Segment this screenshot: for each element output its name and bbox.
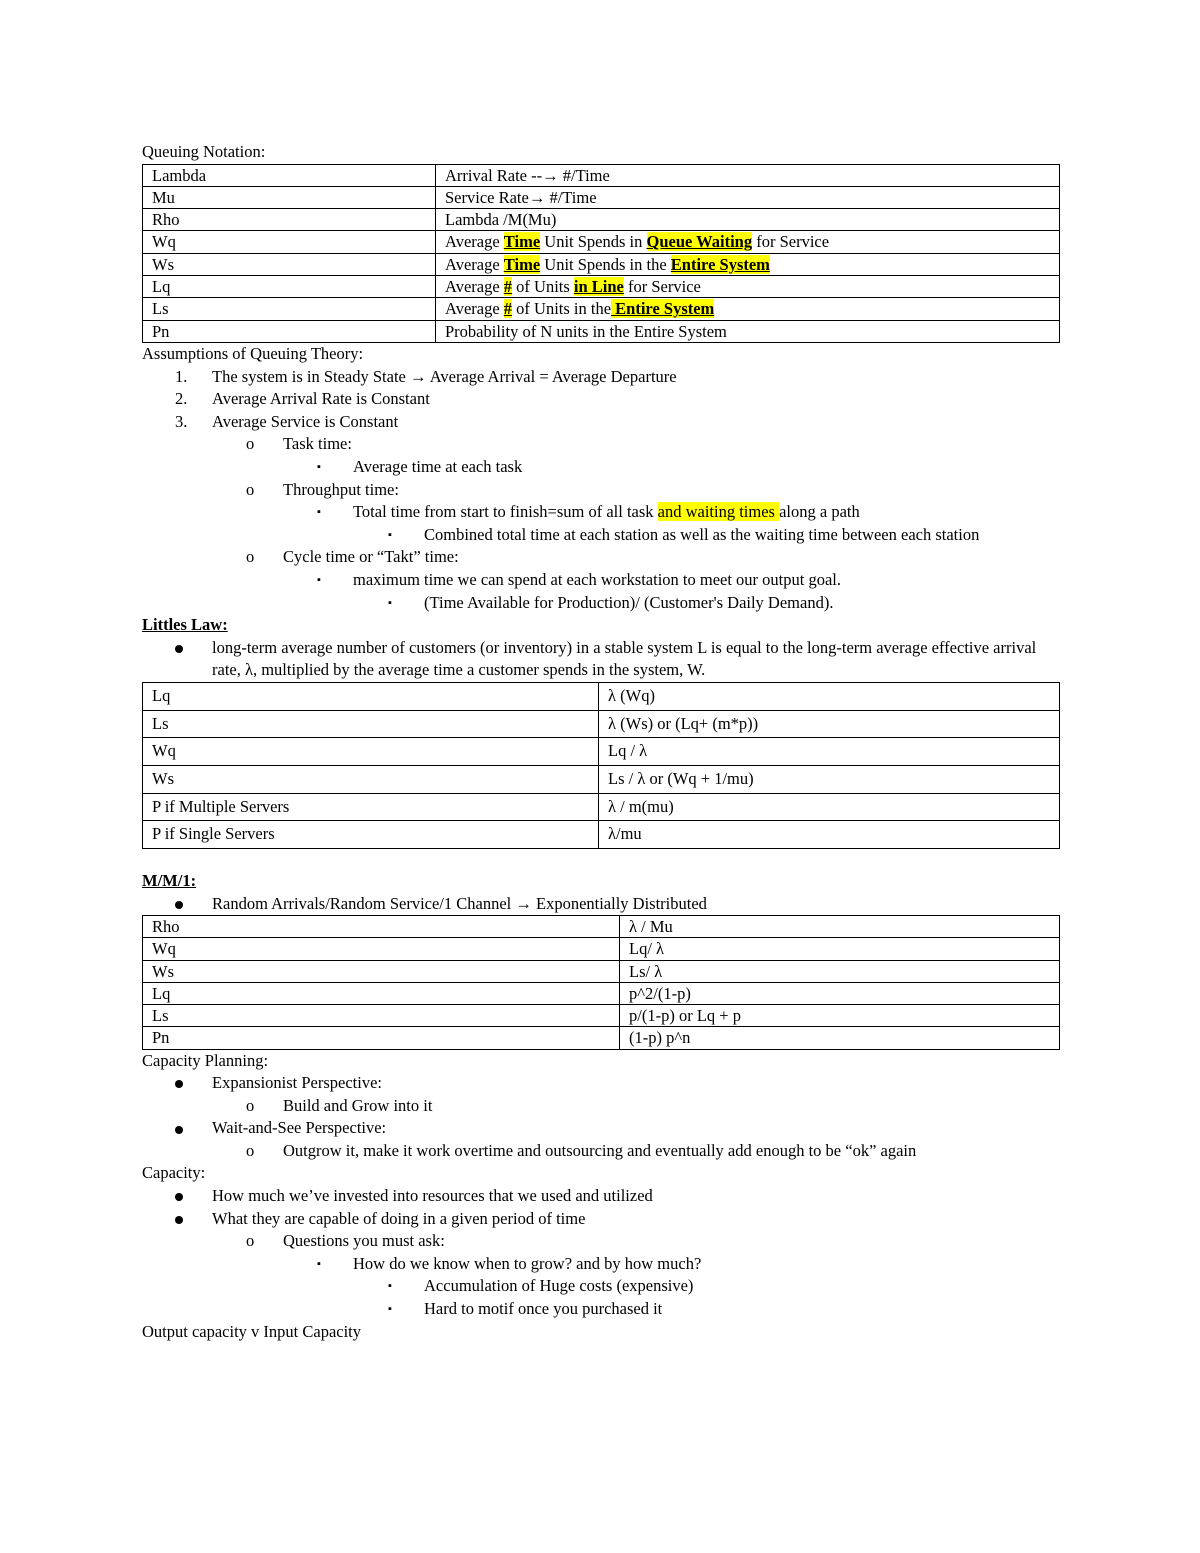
list-item: How much we’ve invested into resources that we used and utilized [142,1185,1060,1208]
bullet-icon [175,1072,183,1095]
square-bullet-icon: ▪ [388,596,392,609]
table-cell: (1-p) p^n [620,1027,1060,1049]
table-cell: Ls/ λ [620,960,1060,982]
table-row [143,186,1060,208]
list-item: 1. The system is in Steady State → Average Arrival = Average Departure [142,366,1060,389]
highlight: # [503,299,513,319]
bullet-icon [175,1208,183,1231]
list-item: 2. Average Arrival Rate is Constant [142,388,1060,411]
notation-term: Wq [143,231,436,253]
notation-term: Rho [143,209,436,231]
list-number: 3. [175,411,188,431]
table-cell: λ / Mu [620,916,1060,938]
table-cell: λ/mu [599,821,1060,849]
list-item: 3. Average Service is Constant [142,411,1060,434]
circle-bullet-icon: o [246,479,255,499]
table-cell: p/(1-p) or Lq + p [620,1005,1060,1027]
list-item: ▪ Accumulation of Huge costs (expensive) [142,1275,1060,1298]
notation-definition: Average # of Units in Line for Service [436,276,1060,298]
list-item: Expansionist Perspective: [142,1072,1060,1095]
list-item: o Outgrow it, make it work overtime and outsourcing and eventually add enough to be “ok” again [142,1140,1060,1163]
table-cell: λ (Wq) [599,682,1060,710]
square-bullet-icon: ▪ [388,1303,392,1316]
notation-definition: Average # of Units in the Entire System [436,298,1060,320]
circle-bullet-icon: o [246,547,255,567]
list-item: long-term average number of customers (or inventory) in a stable system L is equal to the long-term average effective arrival rate, λ, multiplied by the average time a customer spends in the system, W. [142,637,1060,682]
table-cell: Pn [143,1027,620,1049]
list-item: ▪ maximum time we can spend at each workstation to meet our output goal. [142,569,1060,592]
list-item: ▪ Combined total time at each station as well as the waiting time between each station [142,524,1060,547]
highlight: and waiting times [657,502,780,522]
bullet-icon [175,893,183,916]
table-cell: Wq [143,938,620,960]
list-item: What they are capable of doing in a given period of time [142,1208,1060,1231]
table-cell: Lq [143,982,620,1004]
notation-definition: Arrival Rate --→ #/Time [436,164,1060,186]
littles-law-heading: Littles Law: [142,615,228,635]
assumptions-heading: Assumptions of Queuing Theory: [142,343,364,363]
table-row [143,960,1060,982]
table-row [143,276,1060,298]
table-row [143,682,1060,710]
notation-definition: Average Time Unit Spends in Queue Waiting for Service [436,231,1060,253]
table-cell: Ws [143,960,620,982]
list-item: o Cycle time or “Takt” time: [142,546,1060,569]
table-row [143,916,1060,938]
notation-table [142,164,1060,343]
highlight: Time [503,232,541,252]
table-cell: λ / m(mu) [599,793,1060,821]
table-cell: Rho [143,916,620,938]
notation-term: Lq [143,276,436,298]
document-page [142,141,1060,1343]
table-row [143,710,1060,738]
table-cell: P if Single Servers [143,821,599,849]
table-row [143,164,1060,186]
table-cell: Lq [143,682,599,710]
circle-bullet-icon: o [246,1095,255,1115]
list-item: o Questions you must ask: [142,1230,1060,1253]
list-item: Random Arrivals/Random Service/1 Channel → Exponentially Distributed [142,893,1060,916]
list-item: ▪ Total time from start to finish=sum of all task and waiting times along a path [142,501,1060,524]
square-bullet-icon: ▪ [317,460,321,473]
square-bullet-icon: ▪ [388,528,392,541]
highlight: Entire System [670,254,770,274]
highlight: in Line [573,277,624,297]
notation-term: Mu [143,186,436,208]
highlight: # [503,277,513,297]
notation-term: Ls [143,298,436,320]
table-cell: p^2/(1-p) [620,982,1060,1004]
notation-term: Ws [143,253,436,275]
table-row [143,765,1060,793]
list-item: o Throughput time: [142,479,1060,502]
highlight: Queue Waiting [646,232,753,252]
list-number: 2. [175,389,188,409]
littles-law-table [142,682,1060,849]
square-bullet-icon: ▪ [388,1280,392,1293]
table-row [143,1027,1060,1049]
highlight: Entire System [611,299,715,319]
list-item: ▪ How do we know when to grow? and by how much? [142,1253,1060,1276]
notation-definition: Average Time Unit Spends in the Entire System [436,253,1060,275]
table-cell: Lq/ λ [620,938,1060,960]
table-row [143,253,1060,275]
list-item: o Task time: [142,433,1060,456]
notation-definition: Service Rate→ #/Time [436,186,1060,208]
highlight: Time [503,254,541,274]
list-item: Wait-and-See Perspective: [142,1117,1060,1140]
list-item: ▪ (Time Available for Production)/ (Customer's Daily Demand). [142,592,1060,615]
table-row [143,938,1060,960]
table-row [143,231,1060,253]
bullet-icon [175,637,183,660]
notation-term: Lambda [143,164,436,186]
notation-definition: Lambda /M(Mu) [436,209,1060,231]
notation-term: Pn [143,320,436,342]
table-row [143,821,1060,849]
table-cell: Lq / λ [599,738,1060,766]
table-cell: Ls [143,710,599,738]
table-cell: λ (Ws) or (Lq+ (m*p)) [599,710,1060,738]
square-bullet-icon: ▪ [317,506,321,519]
bullet-icon [175,1185,183,1208]
table-cell: Ls [143,1005,620,1027]
table-row [143,320,1060,342]
table-cell: Ls / λ or (Wq + 1/mu) [599,765,1060,793]
table-cell: Wq [143,738,599,766]
table-row [143,793,1060,821]
table-row [143,298,1060,320]
output-capacity-line: Output capacity v Input Capacity [142,1321,362,1341]
table-row [143,738,1060,766]
list-number: 1. [175,366,188,386]
square-bullet-icon: ▪ [317,573,321,586]
circle-bullet-icon: o [246,1231,255,1251]
circle-bullet-icon: o [246,1140,255,1160]
table-cell: P if Multiple Servers [143,793,599,821]
table-row [143,209,1060,231]
table-row [143,1005,1060,1027]
list-item: o Build and Grow into it [142,1095,1060,1118]
mm1-heading: M/M/1: [142,871,197,891]
mm1-table [142,915,1060,1049]
table-row [143,982,1060,1004]
list-item: ▪ Hard to motif once you purchased it [142,1298,1060,1321]
capacity-heading: Capacity: [142,1163,206,1183]
circle-bullet-icon: o [246,434,255,454]
square-bullet-icon: ▪ [317,1257,321,1270]
bullet-icon [175,1117,183,1140]
queuing-notation-heading: Queuing Notation: [142,142,266,161]
capacity-planning-heading: Capacity Planning: [142,1050,269,1070]
table-cell: Ws [143,765,599,793]
list-item: ▪ Average time at each task [142,456,1060,479]
notation-definition: Probability of N units in the Entire System [436,320,1060,342]
